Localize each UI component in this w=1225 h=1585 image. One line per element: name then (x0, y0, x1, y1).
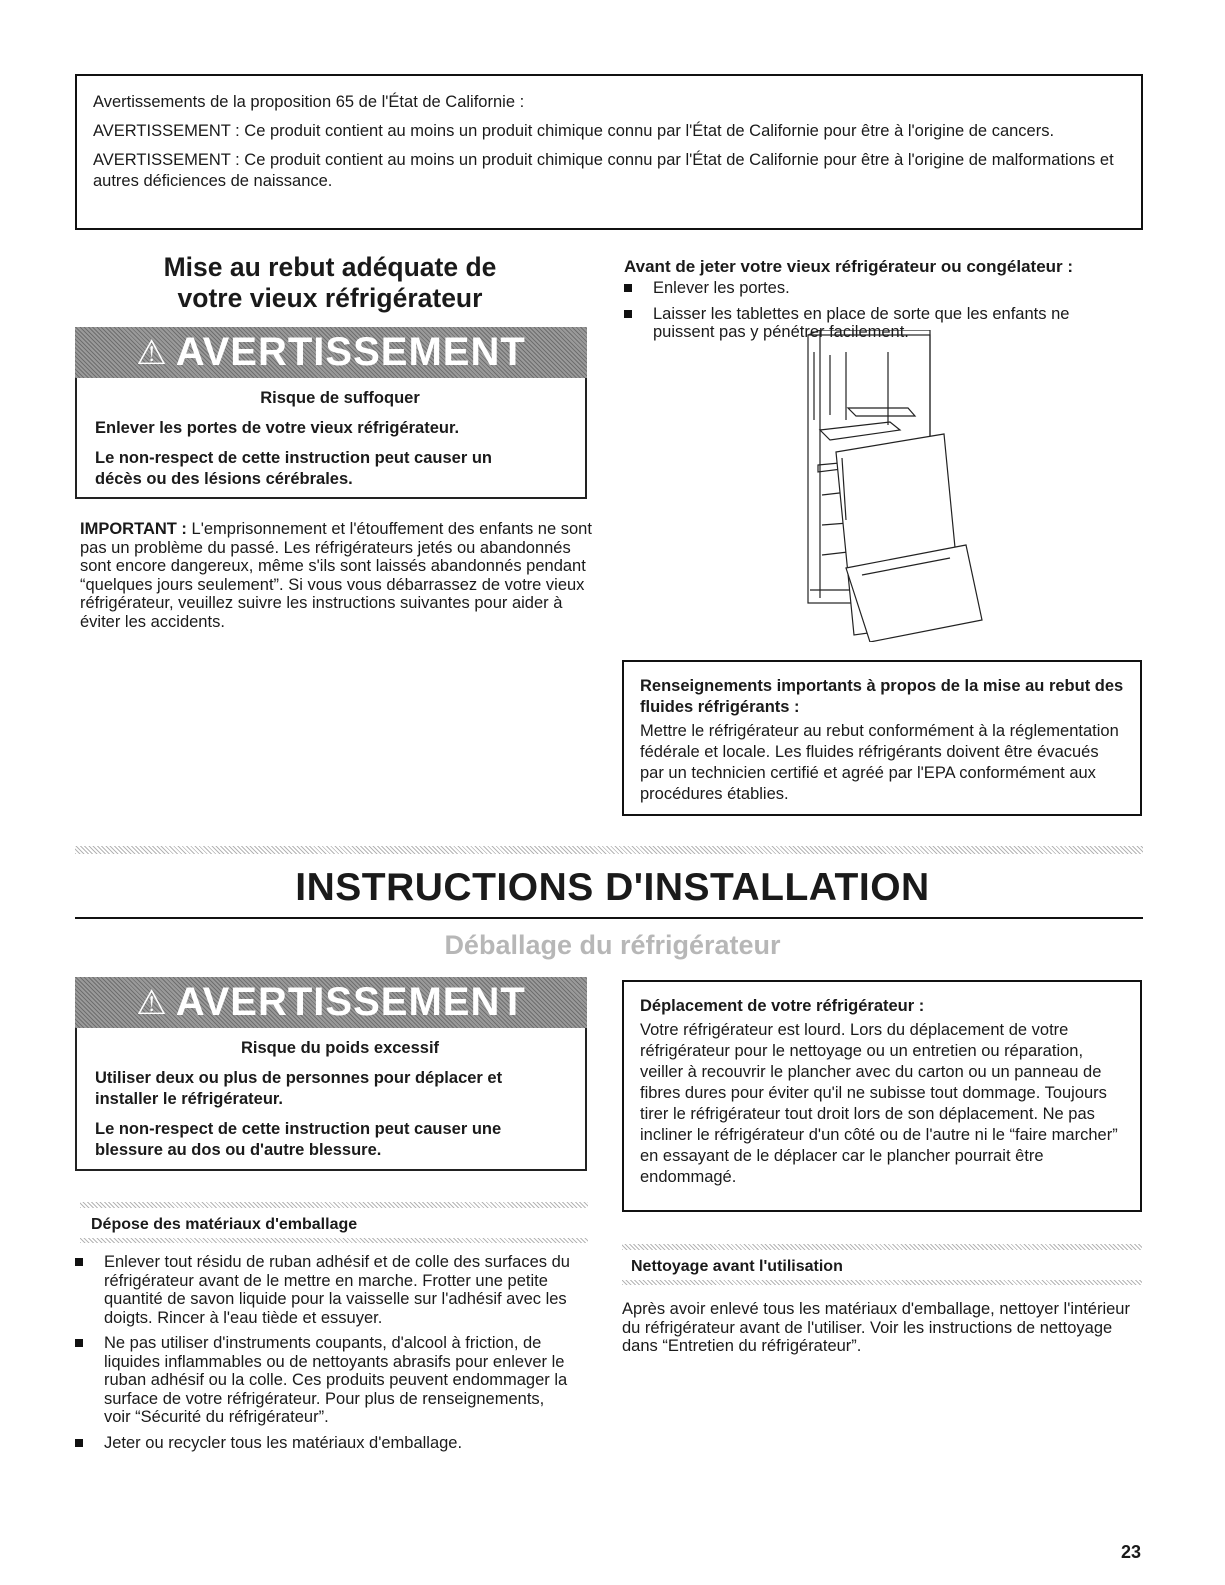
warning-banner-label: AVERTISSEMENT (175, 980, 526, 1024)
refrigerator-doors-removed-illustration (770, 330, 995, 642)
installation-title: INSTRUCTIONS D'INSTALLATION (295, 866, 930, 909)
refrigerant-info-title: Renseignements importants à propos de la mise au rebut des fluides réfrigérants : (640, 677, 1124, 716)
cleaning-heading-rule-bottom (622, 1280, 1142, 1285)
list-item: Enlever les portes. (621, 279, 1121, 298)
warning-body (75, 1028, 587, 1171)
cleaning-text: Après avoir enlevé tous les matériaux d'emballage, nettoyer l'intérieur du réfrigérateur avant de l'utiliser. Voir les instructions de nettoyage dans “Entretien du réfrigérateur”. (622, 1300, 1130, 1355)
weight-warning-box (75, 977, 587, 1171)
prop65-warning-cancer: AVERTISSEMENT : Ce produit contient au moins un produit chimique connu par l'État de Californie pour être à l'origine de cancers. (93, 122, 1055, 140)
warning-hazard: Risque de suffoquer (260, 389, 420, 407)
warning-instruction: Utiliser deux ou plus de personnes pour déplacer et installer le réfrigérateur. (95, 1069, 503, 1108)
prop65-title: Avertissements de la proposition 65 de l'État de Californie : (93, 93, 525, 111)
important-label: IMPORTANT : (80, 520, 187, 538)
warning-body (75, 378, 587, 499)
refrigerant-info-text: Mettre le réfrigérateur au rebut conformément à la réglementation fédérale et locale. Les fluides réfrigérants doivent être évacués par un technicien certifié et agréé par l'EPA conformément aux procédures établies. (640, 722, 1119, 803)
moving-info-box (622, 980, 1142, 1212)
section-divider (75, 846, 1143, 854)
warning-consequence: Le non-respect de cette instruction peut causer un décès ou des lésions cérébrales. (95, 449, 492, 488)
list-item: Ne pas utiliser d'instruments coupants, d'alcool à friction, de liquides inflammables ou de nettoyants abrasifs pour enlever le ruban adhésif ou la colle. Ces produits peuvent endommager la surface de votre réfrigérateur. Pour plus de renseignements, voir “Sécurité du réfrigérateur”. (72, 1334, 572, 1427)
unpacking-subtitle: Déballage du réfrigérateur (444, 930, 781, 960)
warning-hazard: Risque du poids excessif (240, 1039, 440, 1057)
warning-consequence: Le non-respect de cette instruction peut causer une blessure au dos ou d'autre blessure. (95, 1120, 502, 1159)
warning-banner (75, 977, 587, 1028)
before-discard-heading: Avant de jeter votre vieux réfrigérateur ou congélateur : (624, 257, 1074, 276)
moving-info-title: Déplacement de votre réfrigérateur : (640, 997, 925, 1015)
warning-banner (75, 327, 587, 378)
list-item: Laisser les tablettes en place de sorte que les enfants ne puissent pas y pénétrer facilement. (621, 305, 1121, 342)
warning-banner-label: AVERTISSEMENT (175, 330, 526, 374)
refrigerant-info-box (622, 660, 1142, 816)
important-text: L'emprisonnement et l'étouffement des enfants ne sont pas un problème du passé. Les réfrigérateurs jetés ou abandonnés sont encore dangereux, même s'ils sont laissés abandonnés pendant “quelques jours seulement”. Si vous vous débarrassez de votre vieux réfrigérateur, veuillez suivre les instructions suivantes pour aider à éviter les accidents. (80, 520, 592, 631)
title-rule (75, 917, 1143, 919)
important-paragraph (80, 520, 592, 631)
warning-triangle-icon: ⚠ (136, 983, 168, 1022)
packing-heading-rule-top (80, 1202, 588, 1208)
prop65-warning-birth: AVERTISSEMENT : Ce produit contient au moins un produit chimique connu par l'État de Californie pour être à l'origine de malformations et autres déficiences de naissance. (93, 151, 1114, 190)
packing-heading: Dépose des matériaux d'emballage (91, 1216, 358, 1233)
cleaning-heading-rule-top (622, 1244, 1142, 1250)
packing-heading-rule-bottom (80, 1238, 588, 1243)
prop65-notice (75, 74, 1143, 230)
suffocation-warning-box (75, 327, 587, 499)
disposal-heading (80, 252, 580, 314)
packing-list (72, 1253, 572, 1459)
warning-instruction: Enlever les portes de votre vieux réfrigérateur. (95, 419, 460, 437)
list-item: Jeter ou recycler tous les matériaux d'emballage. (72, 1434, 572, 1453)
list-item: Enlever tout résidu de ruban adhésif et de colle des surfaces du réfrigérateur avant de le mettre en marche. Frotter une petite quantité de savon liquide pour la vaisselle sur l'adhésif avec les doigts. Rincer à l'eau tiède et essuyer. (72, 1253, 572, 1327)
moving-info-text: Votre réfrigérateur est lourd. Lors du déplacement de votre réfrigérateur pour le nettoyage ou un entretien ou réparation, veiller à recouvrir le plancher avec du carton ou un panneau de fibres dures pour éviter qu'il ne subisse tout dommage. Toujours tirer le réfrigérateur tout droit lors de son déplacement. Ne pas incliner le réfrigérateur d'un côté ou de l'autre ni le “faire marcher” en essayant de le déplacer car le plancher pourrait être endommagé. (640, 1021, 1118, 1186)
disposal-heading-line2: votre vieux réfrigérateur (177, 283, 483, 313)
warning-triangle-icon: ⚠ (136, 333, 168, 372)
disposal-heading-line1: Mise au rebut adéquate de (163, 252, 497, 282)
page-number: 23 (1120, 1542, 1141, 1562)
cleaning-heading: Nettoyage avant l'utilisation (631, 1258, 843, 1275)
